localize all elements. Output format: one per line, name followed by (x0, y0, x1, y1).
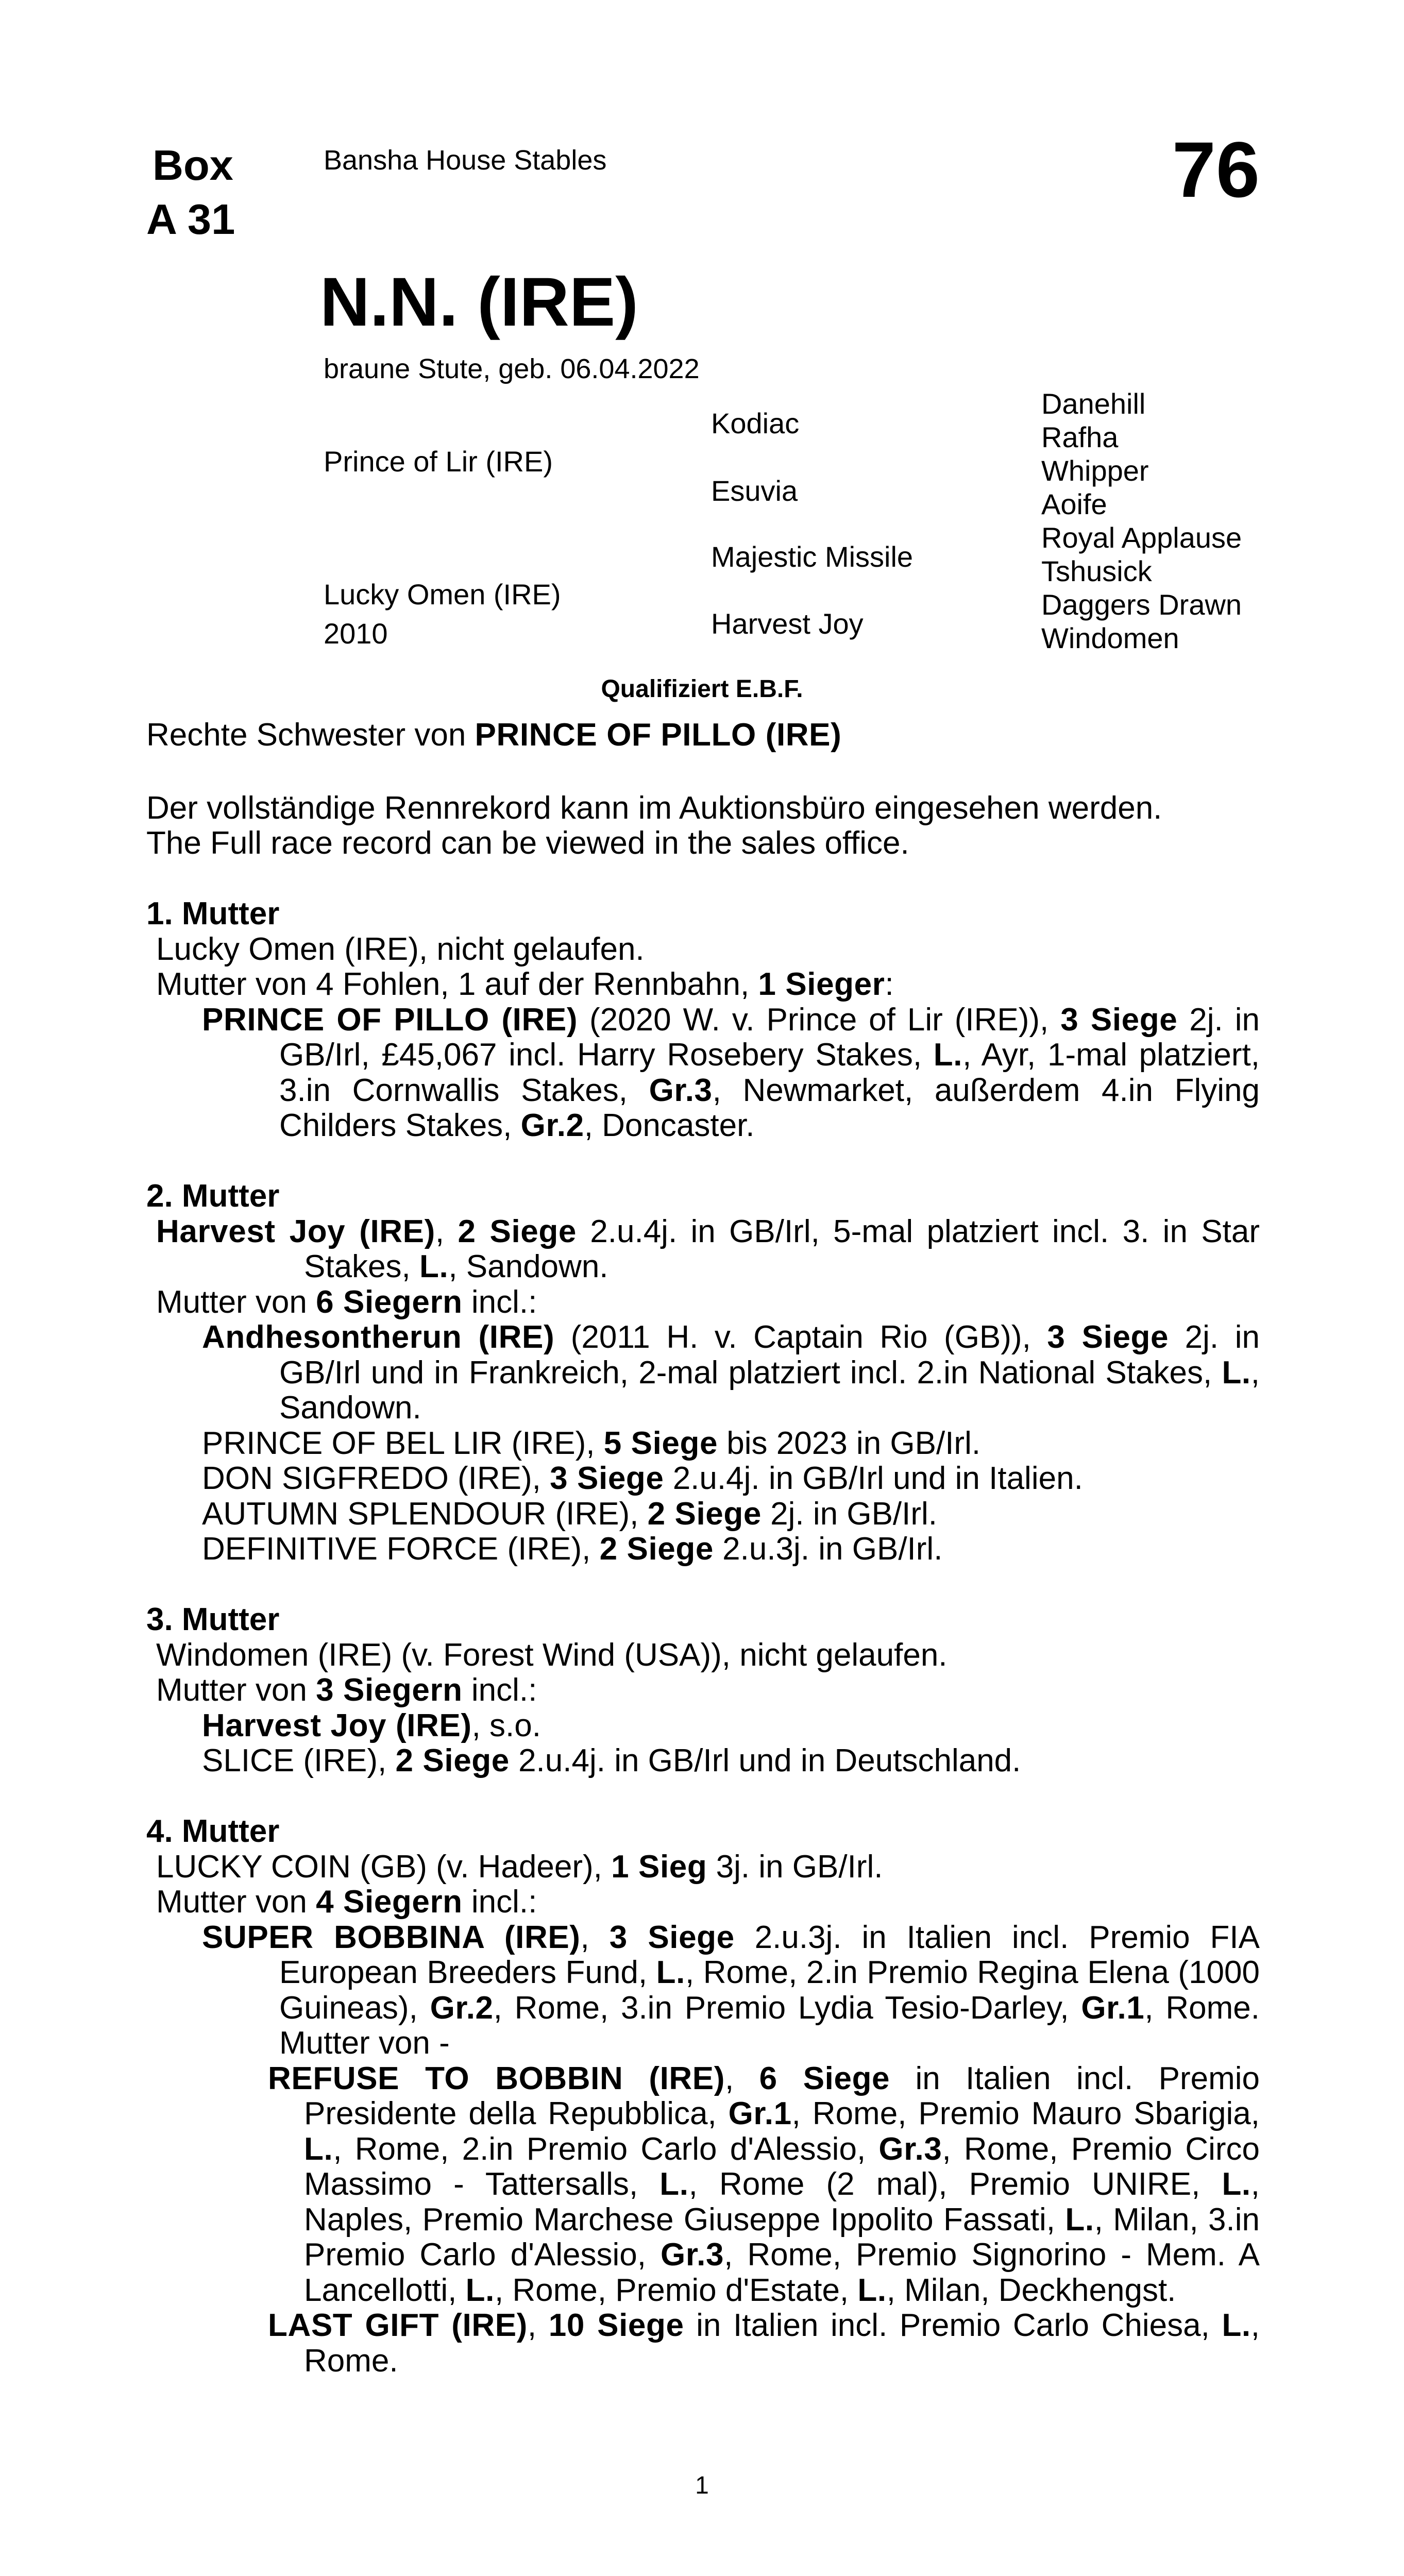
bold-text: 3 Siege (609, 1919, 735, 1955)
section-heading: 3. Mutter (146, 1602, 280, 1637)
text: , Rome. (304, 2308, 1260, 2379)
pedigree-sire-sire: Kodiac (711, 407, 800, 439)
bold-text: 3 Siege (550, 1461, 664, 1496)
pedigree-dam-sire: Majestic Missile (711, 540, 914, 573)
bold-text: 10 Siege (548, 2308, 684, 2343)
bold-text: PRINCE OF PILLO (IRE) (202, 1002, 578, 1038)
progeny-entry (146, 1920, 1260, 2061)
text: 2j. in GB/Irl und in Frankreich, 2-mal platziert incl. 2.in National Stakes, (279, 1319, 1260, 1391)
text: 2j. in GB/Irl. (761, 1496, 938, 1532)
text: , (580, 1919, 610, 1955)
pedigree-notes (146, 718, 1260, 2379)
text: PRINCE OF BEL LIR (IRE), (202, 1425, 604, 1461)
text: 2j. in GB/Irl, £45,067 incl. Harry Rosebery Stakes, (279, 1002, 1260, 1073)
text: incl.: (462, 1284, 537, 1320)
progeny-entry (146, 1708, 1260, 1744)
bold-text: L. (656, 1955, 685, 1990)
section-heading: 1. Mutter (146, 896, 280, 931)
text: in Italien incl. Premio Carlo Chiesa, (684, 2308, 1222, 2343)
pedigree-great-grandparent: Daggers Drawn (1041, 588, 1242, 621)
text: Lucky Omen (IRE), nicht gelaufen. (156, 931, 645, 967)
text: (2011 H. v. Captain Rio (GB)), (554, 1319, 1047, 1355)
text: DEFINITIVE FORCE (IRE), (202, 1531, 600, 1567)
bold-text: 3 Siegern (316, 1672, 463, 1708)
grand-entry (146, 2061, 1260, 2309)
pedigree-sire: Prince of Lir (IRE) (324, 445, 553, 478)
text: Rechte Schwester von (146, 717, 475, 753)
text: , Ayr, 1-mal platziert, 3.in Cornwallis Stakes, (279, 1037, 1260, 1108)
progeny-entry (146, 1461, 1260, 1497)
dam-entry (146, 967, 1260, 1003)
record-note-line: The Full race record can be viewed in the sales office. (146, 825, 909, 861)
bold-text: L. (419, 1249, 449, 1284)
text: , Doncaster. (584, 1108, 755, 1143)
text: , Rome, Premio Circo Massimo - Tattersalls, (304, 2131, 1260, 2202)
spacer (146, 861, 1260, 897)
bold-text: LAST GIFT (IRE) (268, 2308, 528, 2343)
bold-text: Gr.2 (430, 1990, 494, 2026)
pedigree-great-grandparent: Aoife (1041, 488, 1107, 520)
text: 2.u.3j. in Italien incl. Premio FIA European Breeders Fund, (279, 1919, 1260, 1990)
text: , (527, 2308, 549, 2343)
horse-description: braune Stute, geb. 06.04.2022 (324, 353, 700, 384)
bold-text: L. (304, 2131, 333, 2167)
bold-text: REFUSE TO BOBBIN (IRE) (268, 2060, 725, 2096)
progeny-entry (146, 1497, 1260, 1532)
bold-text: 2 Siege (395, 1743, 510, 1778)
bold-text: Andhesontherun (IRE) (202, 1319, 555, 1355)
bold-text: SUPER BOBBINA (IRE) (202, 1919, 581, 1955)
text: incl.: (462, 1672, 537, 1708)
text: 3j. in GB/Irl. (707, 1849, 883, 1885)
bold-text: L. (1222, 2308, 1251, 2343)
dam-entry (146, 1285, 1260, 1320)
text: DON SIGFREDO (IRE), (202, 1461, 550, 1496)
pedigree-great-grandparent: Royal Applause (1041, 521, 1242, 554)
horse-name: N.N. (IRE) (320, 264, 638, 341)
bold-text: L. (1222, 2166, 1251, 2202)
text: , Rome, Premio Signorino - Mem. A Lancellotti, (304, 2237, 1260, 2308)
text: in Italien incl. Premio Presidente della Repubblica, (304, 2060, 1260, 2131)
bold-text: PRINCE OF PILLO (IRE) (475, 717, 842, 753)
text: , Rome (2 mal), Premio UNIRE, (688, 2166, 1222, 2202)
progeny-entry (146, 1320, 1260, 1426)
text: , (725, 2060, 759, 2096)
progeny-entry (146, 1743, 1260, 1779)
dam-entry (146, 1638, 1260, 1673)
text: , Milan, Deckhengst. (886, 2272, 1176, 2308)
pedigree-dam-year: 2010 (324, 617, 388, 650)
sibling-note (146, 718, 1260, 753)
pedigree-great-grandparent: Rafha (1041, 421, 1119, 453)
bold-text: Gr.1 (1081, 1990, 1145, 2026)
box-number: A 31 (146, 195, 235, 243)
bold-text: 6 Siege (759, 2060, 890, 2096)
text: incl.: (462, 1884, 537, 1920)
bold-text: 5 Siege (603, 1425, 718, 1461)
text: , Rome, 2.in Premio Regina Elena (1000 Guineas), (279, 1955, 1260, 2026)
text: bis 2023 in GB/Irl. (718, 1425, 981, 1461)
bold-text: L. (659, 2166, 689, 2202)
bold-text: 2 Siege (458, 1213, 577, 1249)
pedigree-great-grandparent: Danehill (1041, 387, 1146, 420)
bold-text: L. (933, 1037, 963, 1073)
text: 2.u.4j. in GB/Irl und in Italien. (664, 1461, 1083, 1496)
section-heading: 2. Mutter (146, 1178, 280, 1214)
dam-entry (146, 1673, 1260, 1708)
spacer (146, 1779, 1260, 1815)
text: 2.u.4j. in GB/Irl, 5-mal platziert incl. 3. in Star Stakes, (304, 1213, 1260, 1284)
text: , (435, 1213, 458, 1249)
text: Mutter von (156, 1672, 316, 1708)
dam-entry (146, 1214, 1260, 1285)
pedigree-great-grandparent: Tshusick (1041, 555, 1152, 587)
pedigree-dam: Lucky Omen (IRE) (324, 578, 561, 611)
bold-text: 3 Siege (1060, 1002, 1178, 1038)
pedigree-great-grandparent: Whipper (1041, 454, 1149, 487)
bold-text: 3 Siege (1047, 1319, 1169, 1355)
text: , Sandown. (448, 1249, 608, 1284)
bold-text: L. (465, 2272, 495, 2308)
text: 2.u.4j. in GB/Irl und in Deutschland. (509, 1743, 1021, 1778)
text: , Milan, 3.in Premio Carlo d'Alessio, (304, 2201, 1260, 2273)
text: , Rome, Premio Mauro Sbarigia, (791, 2096, 1260, 2131)
text: 2.u.3j. in GB/Irl. (713, 1531, 943, 1567)
pedigree-great-grandparent: Windomen (1041, 622, 1179, 654)
consignor: Bansha House Stables (324, 145, 607, 176)
page-number: 1 (695, 2472, 709, 2499)
text: Mutter von 4 Fohlen, 1 auf der Rennbahn, (156, 967, 758, 1002)
spacer (146, 1144, 1260, 1179)
bold-text: 1 Sieg (611, 1849, 707, 1885)
bold-text: 4 Siegern (316, 1884, 463, 1920)
lot-number: 76 (1172, 126, 1260, 214)
text: (2020 W. v. Prince of Lir (IRE)), (578, 1002, 1061, 1038)
text: Mutter von (156, 1884, 316, 1920)
bold-text: L. (1222, 1354, 1251, 1391)
text: LUCKY COIN (GB) (v. Hadeer), (156, 1849, 612, 1885)
text: , s.o. (471, 1707, 541, 1743)
pedigree-sire-dam: Esuvia (711, 474, 798, 507)
bold-text: 2 Siege (647, 1496, 762, 1532)
bold-text: Gr.3 (649, 1072, 713, 1108)
text: , Newmarket, außerdem 4.in Flying Childers Stakes, (279, 1072, 1260, 1143)
bold-text: Harvest Joy (IRE) (156, 1213, 435, 1249)
bold-text: Gr.1 (728, 2096, 792, 2131)
text: , Rome, Premio d'Estate, (494, 2272, 858, 2308)
bold-text: L. (857, 2272, 887, 2308)
text: Mutter von (156, 1284, 316, 1320)
section-heading: 4. Mutter (146, 1814, 280, 1849)
bold-text: L. (1065, 2201, 1094, 2238)
spacer (146, 753, 1260, 791)
progeny-entry (146, 1426, 1260, 1462)
text: SLICE (IRE), (202, 1743, 396, 1778)
pedigree-dam-dam: Harvest Joy (711, 607, 864, 640)
text: , Rome. Mutter von - (279, 1990, 1260, 2061)
progeny-entry (146, 1003, 1260, 1144)
text: , Rome, 3.in Premio Lydia Tesio-Darley, (493, 1990, 1081, 2026)
bold-text: 2 Siege (599, 1531, 714, 1567)
progeny-entry (146, 1532, 1260, 1567)
bold-text: Gr.3 (878, 2131, 942, 2167)
spacer (146, 1567, 1260, 1603)
text: Windomen (IRE) (v. Forest Wind (USA)), nicht gelaufen. (156, 1637, 948, 1673)
bold-text: Harvest Joy (IRE) (202, 1707, 472, 1743)
record-note-line: Der vollständige Rennrekord kann im Auktionsbüro eingesehen werden. (146, 790, 1162, 826)
box-label: Box (153, 141, 233, 189)
text: , Rome, 2.in Premio Carlo d'Alessio, (333, 2131, 879, 2167)
dam-entry (146, 932, 1260, 968)
grand-entry (146, 2308, 1260, 2379)
text: AUTUMN SPLENDOUR (IRE), (202, 1496, 648, 1532)
text: , Sandown. (279, 1354, 1260, 1426)
dam-entry (146, 1885, 1260, 1920)
bold-text: Gr.2 (520, 1108, 584, 1143)
bold-text: Gr.3 (661, 2237, 724, 2273)
dam-entry (146, 1850, 1260, 1885)
bold-text: 6 Siegern (316, 1284, 463, 1320)
text: : (885, 967, 894, 1002)
text: , Naples, Premio Marchese Giuseppe Ippolito Fassati, (304, 2166, 1260, 2238)
bold-text: 1 Sieger (758, 967, 885, 1002)
qualification: Qualifiziert E.B.F. (601, 675, 803, 703)
